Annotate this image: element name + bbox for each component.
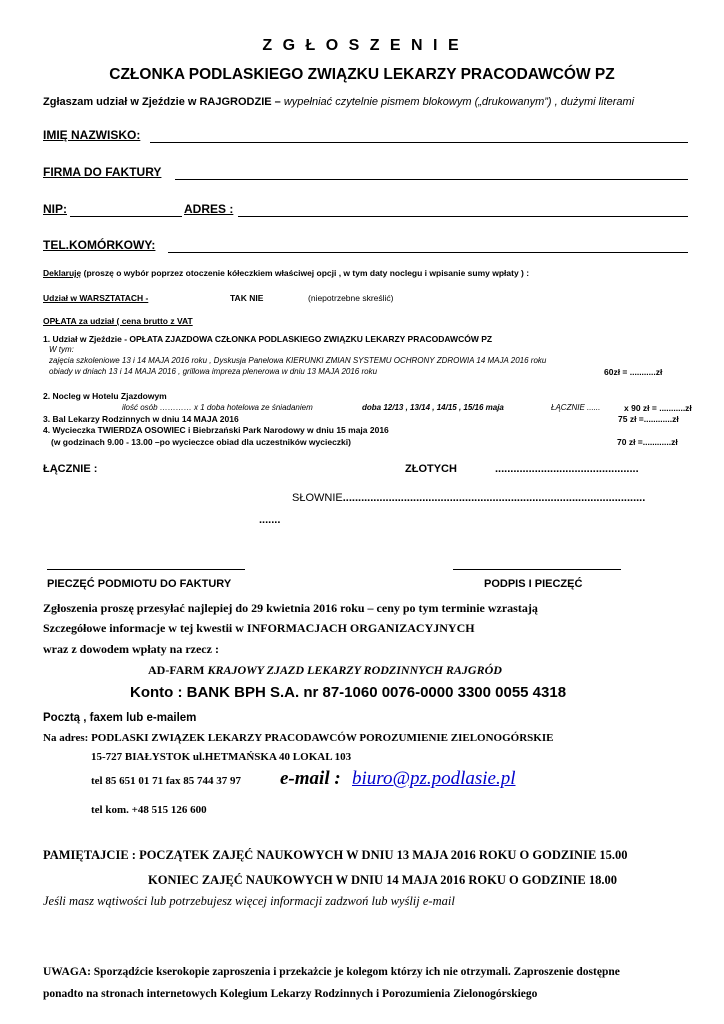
total-label: ŁĄCZNIE : <box>43 463 98 475</box>
item2-dates[interactable]: doba 12/13 , 13/14 , 14/15 , 15/16 maja <box>362 403 504 412</box>
intro-bold: Zgłaszam udział w Zjeździe w RAJGRODZIE – <box>43 96 281 108</box>
phone-label: TEL.KOMÓRKOWY: <box>43 238 156 252</box>
name-label: IMIĘ NAZWISKO: <box>43 128 141 142</box>
workshop-note: (niepotrzebne skreślić) <box>308 293 394 303</box>
nip-field[interactable] <box>70 216 182 217</box>
contact-via: Pocztą , faxem lub e-mailem <box>43 712 197 724</box>
declaration-text: (proszę o wybór poprzez otoczenie kółeczkiem właściwej opcji , w tym daty noclegu i wpisanie sumy wpłaty ) : <box>81 268 530 278</box>
warning-line1: UWAGA: Sporządźcie kserokopie zaproszenia i przekażcie je kolegom którzy ich nie otrzymali. Zaproszenie dostępne <box>43 966 620 978</box>
address-line1 <box>43 732 553 744</box>
item4-hours: (w godzinach 9.00 - 13.00 –po wycieczce obiad dla uczestników wycieczki) <box>51 437 351 447</box>
item3-title: 3. Bal Lekarzy Rodzinnych w dniu 14 MAJA 2016 <box>43 414 239 424</box>
payee-name: AD-FARM <box>148 663 208 677</box>
currency-field[interactable]: ............................................... <box>495 463 639 475</box>
item1-line2: obiady w dniach 13 i 14 MAJA 2016 , grillowa impreza plenerowa w dniu 13 MAJA 2016 roku <box>49 367 378 376</box>
proof-text: wraz z dowodem wpłaty na rzecz : <box>43 642 219 656</box>
workshop-label: Udział w WARSZTATACH - <box>43 293 149 303</box>
address-org: PODLASKI ZWIĄZEK LEKARZY PRACODAWCÓW POROZUMIENIE ZIELONOGÓRSKIE <box>88 732 554 744</box>
item2-count[interactable]: ilość osób ………… x 1 doba hotelowa ze śniadaniem <box>122 403 313 412</box>
item1-line1: zajęcia szkoleniowe 13 i 14 MAJA 2016 roku , Dyskusja Panelowa KIERUNKI ZMIAN SYSTEMU OCHRONY ZDROWIA 14 MAJA 2016 roku <box>49 356 547 365</box>
workshop-options[interactable]: TAK NIE <box>230 293 264 303</box>
item4-title: 4. Wycieczka TWIERDZA OSOWIEC i Biebrzański Park Narodowy w dniu 15 maja 2016 <box>43 425 389 435</box>
end-notice: KONIEC ZAJĘĆ NAUKOWYCH W DNIU 14 MAJA 2016 ROKU O GODZINIE 18.00 <box>148 873 618 887</box>
tel-fax: tel 85 651 01 71 fax 85 744 37 97 <box>91 775 242 787</box>
item4-price[interactable]: 70 zł =............zł <box>617 437 678 447</box>
item2-title: 2. Nocleg w Hotelu Zjazdowym <box>43 391 167 401</box>
warning-line2: ponadto na stronach internetowych Kolegium Lekarzy Rodzinnych i Porozumienia Zielonogórskiego <box>43 988 538 1000</box>
item1-title: 1. Udział w Zjeździe - OPŁATA ZJAZDOWA CZŁONKA PODLASKIEGO ZWIĄZKU LEKARZY PRACODAWCÓW PZ <box>43 334 493 344</box>
currency-label: ZŁOTYCH <box>405 463 457 475</box>
item2-price[interactable]: x 90 zł = ...........zł <box>624 403 692 413</box>
item3-price[interactable]: 75 zł =............zł <box>618 414 679 424</box>
name-field[interactable] <box>150 142 688 143</box>
extra-dots: ....... <box>259 514 281 526</box>
email-label: e-mail : <box>280 768 341 789</box>
doubts-notice: Jeśli masz wątiwości lub potrzebujesz więcej informacji zadzwoń lub wyślij e-mail <box>43 894 455 908</box>
address-line2: 15-727 BIAŁYSTOK ul.HETMAŃSKA 40 LOKAL 103 <box>91 751 352 763</box>
item1-wtym: W tym: <box>49 345 74 354</box>
nip-label: NIP: <box>43 202 67 216</box>
intro-text <box>43 96 634 108</box>
item1-price[interactable]: 60zł = ...........zł <box>604 367 663 377</box>
company-label: FIRMA DO FAKTURY <box>43 165 162 179</box>
email-link[interactable]: biuro@pz.podlasie.pl <box>352 768 516 789</box>
phone-field[interactable] <box>168 252 688 253</box>
address-label: ADRES : <box>184 202 234 216</box>
mobile: tel kom. +48 515 126 600 <box>91 804 207 816</box>
deadline-text: Zgłoszenia proszę przesyłać najlepiej do 29 kwietnia 2016 roku – ceny po tym terminie wzrastają <box>43 601 538 615</box>
address-prefix: Na adres: <box>43 732 89 744</box>
payee <box>148 663 502 678</box>
form-subtitle: CZŁONKA PODLASKIEGO ZWIĄZKU LEKARZY PRACODAWCÓW PZ <box>109 66 615 83</box>
stamp-label: PIECZĘĆ PODMIOTU DO FAKTURY <box>47 578 232 590</box>
payee-italic: KRAJOWY ZJAZD LEKARZY RODZINNYCH RAJGRÓD <box>207 663 502 677</box>
declaration <box>43 268 529 278</box>
intro-italic: wypełniać czytelnie pismem blokowym („drukowanym”) , dużymi literami <box>280 96 635 108</box>
words-label <box>292 492 645 504</box>
address-field[interactable] <box>238 216 688 217</box>
details-text: Szczegółowe informacje w tej kwestii w INFORMACJACH ORGANIZACYJNYCH <box>43 621 475 635</box>
words-label-text: SŁOWNIE <box>292 492 343 504</box>
company-field[interactable] <box>175 179 688 180</box>
form-title: Z G Ł O S Z E N I E <box>262 37 462 54</box>
stamp-line[interactable] <box>47 569 245 570</box>
item2-total[interactable]: ŁĄCZNIE ...... <box>551 403 601 412</box>
signature-line[interactable] <box>453 569 621 570</box>
bank-account: Konto : BANK BPH S.A. nr 87-1060 0076-0000 3300 0055 4318 <box>130 684 567 701</box>
signature-label: PODPIS I PIECZĘĆ <box>484 578 583 590</box>
declaration-underlined: Deklaruję <box>43 268 82 278</box>
fee-header: OPŁATA za udział ( cena brutto z VAT <box>43 316 193 326</box>
words-field[interactable]: ................................................................................................... <box>342 492 646 504</box>
start-notice: PAMIĘTAJCIE : POCZĄTEK ZAJĘĆ NAUKOWYCH W DNIU 13 MAJA 2016 ROKU O GODZINIE 15.00 <box>43 848 628 862</box>
